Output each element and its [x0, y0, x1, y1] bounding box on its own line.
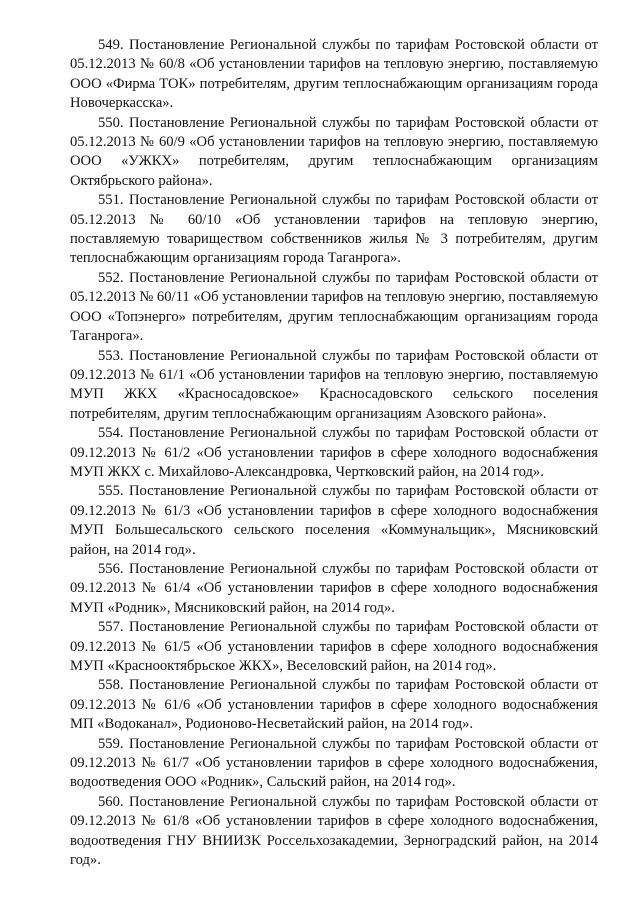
- document-entry-552: [70, 269, 598, 347]
- entry-text: 553. Постановление Региональной службы по тарифам Ростовской области от 09.12.2013 № 61/1 «Об установлении тарифов на тепловую энергию, поставляемую МУП ЖКХ «Красносадовское» Красносадовского сельского поселения потребителям, другим теплоснабжающим организациям Азовского района».: [70, 347, 598, 422]
- document-entry-549: [70, 36, 598, 114]
- document-entry-559: [70, 735, 598, 793]
- entry-text: 557. Постановление Региональной службы по тарифам Ростовской области от 09.12.2013 № 61/5 «Об установлении тарифов в сфере холодного водоснабжения МУП «Краснооктябрьское ЖКХ», Веселовский район, на 2014 год».: [70, 619, 598, 674]
- document-entry-557: [70, 618, 598, 676]
- document-entry-550: [70, 114, 598, 192]
- entry-text: 551. Постановление Региональной службы по тарифам Ростовской области от 05.12.2013 № 60/10 «Об установлении тарифов на тепловую энергию, поставляемую товариществом собственников жилья № 3 потребителям, другим теплоснабжающим организациям города Таганрога».: [70, 192, 598, 267]
- entry-text: 560. Постановление Региональной службы по тарифам Ростовской области от 09.12.2013 № 61/8 «Об установлении тарифов в сфере холодного водоснабжения, водоотведения ГНУ ВНИИЗК Россельхозакадемии, Зерноградский район, на 2014 год».: [70, 793, 598, 869]
- document-entry-551: [70, 191, 598, 269]
- document-page: [70, 36, 598, 870]
- entry-text: 549. Постановление Региональной службы по тарифам Ростовской области от 05.12.2013 № 60/8 «Об установлении тарифов на тепловую энергию, поставляемую ООО «Фирма ТОК» потребителям, другим теплоснабжающим организациям города Новочеркасска».: [70, 37, 598, 112]
- document-entry-560: [70, 793, 598, 871]
- document-entry-553: [70, 347, 598, 425]
- entry-text: 558. Постановление Региональной службы по тарифам Ростовской области от 09.12.2013 № 61/6 «Об установлении тарифов в сфере холодного водоснабжения МП «Водоканал», Родионово-Несветайский район, на 2014 год».: [70, 677, 598, 733]
- entry-text: 556. Постановление Региональной службы по тарифам Ростовской области от 09.12.2013 № 61/4 «Об установлении тарифов в сфере холодного водоснабжения МУП «Родник», Мясниковский район, на 2014 год».: [70, 560, 598, 616]
- document-entry-554: [70, 424, 598, 482]
- entry-text: 559. Постановление Региональной службы по тарифам Ростовской области от 09.12.2013 № 61/7 «Об установлении тарифов в сфере холодного водоснабжения, водоотведения ООО «Родник», Сальский район, на 2014 год».: [70, 735, 598, 791]
- document-entry-558: [70, 676, 598, 734]
- entry-text: 555. Постановление Региональной службы по тарифам Ростовской области от 09.12.2013 № 61/3 «Об установлении тарифов в сфере холодного водоснабжения МУП Большесальского сельского поселения «Коммунальщик», Мясниковский район, на 2014 год».: [70, 483, 598, 558]
- document-entry-555: [70, 482, 598, 560]
- entry-text: 554. Постановление Региональной службы по тарифам Ростовской области от 09.12.2013 № 61/2 «Об установлении тарифов в сфере холодного водоснабжения МУП ЖКХ с. Михайлово-Александровка, Чертковский район, на 2014 год».: [70, 425, 598, 480]
- document-entry-556: [70, 560, 598, 618]
- entry-text: 552. Постановление Региональной службы по тарифам Ростовской области от 05.12.2013 № 60/11 «Об установлении тарифов на тепловую энергию, поставляемую ООО «Топэнерго» потребителям, другим теплоснабжающим организациям города Таганрога».: [70, 269, 598, 345]
- entry-text: 550. Постановление Региональной службы по тарифам Ростовской области от 05.12.2013 № 60/9 «Об установлении тарифов на тепловую энергию, поставляемую ООО «УЖКХ» потребителям, другим теплоснабжающим организациям Октябрьского района».: [70, 114, 598, 189]
